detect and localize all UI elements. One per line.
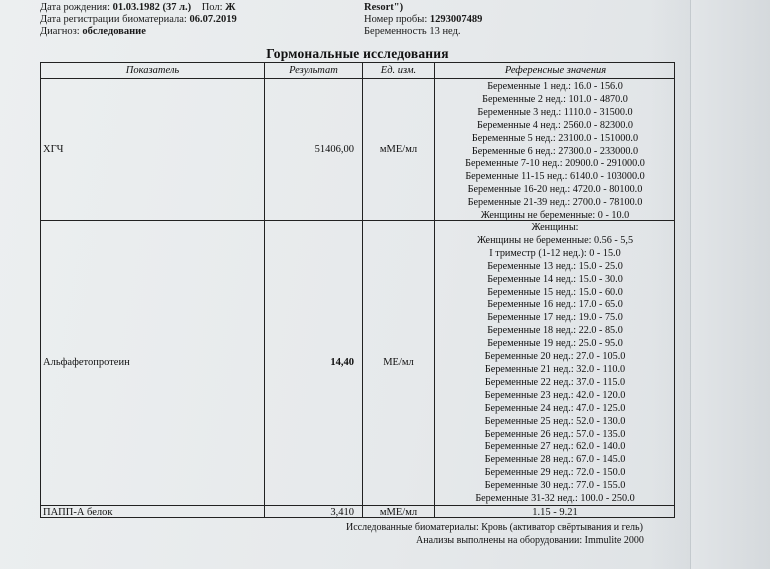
row-afp-unit: МЕ/мл	[383, 357, 414, 368]
ref-line: Беременные 30 нед.: 77.0 - 155.0	[484, 480, 626, 492]
row-hcg-result: 51406,00	[314, 144, 354, 155]
sample-line	[364, 14, 482, 26]
ref-line: Беременные 25 нед.: 52.0 - 130.0	[484, 415, 626, 427]
row-afp-result: 14,40	[330, 357, 354, 368]
sex-label: Пол:	[201, 2, 223, 13]
ref-line: Беременные 16-20 нед.: 4720.0 - 80100.0	[467, 184, 643, 196]
ref-line: Беременные 19 нед.: 25.0 - 95.0	[487, 338, 623, 350]
pregnancy-line: Беременность 13 нед.	[364, 26, 461, 37]
diagnosis-label: Диагноз:	[40, 26, 80, 37]
ref-line: Беременные 20 нед.: 27.0 - 105.0	[484, 351, 626, 363]
resort-text: Resort")	[364, 2, 404, 13]
sample-value: 1293007489	[429, 14, 483, 25]
ref-line: Беременные 16 нед.: 17.0 - 65.0	[487, 299, 623, 311]
row-pappa-result: 3,410	[330, 507, 354, 518]
sample-label: Номер пробы:	[364, 14, 428, 25]
ref-line: Беременные 21 нед.: 32.0 - 110.0	[484, 363, 626, 375]
reg-value: 06.07.2019	[189, 14, 237, 25]
results-table	[40, 62, 675, 518]
section-title: Гормональные исследования	[266, 46, 449, 61]
ref-line: Беременные 17 нед.: 19.0 - 75.0	[487, 312, 623, 324]
underlying-paper	[690, 0, 770, 569]
ref-line: I триместр (1-12 нед.): 0 - 15.0	[489, 247, 621, 259]
ref-line: Беременные 1 нед.: 16.0 - 156.0	[487, 81, 623, 92]
ref-line: Беременные 14 нед.: 15.0 - 30.0	[487, 273, 623, 285]
ref-line: Беременные 7-10 нед.: 20900.0 - 291000.0	[465, 158, 645, 170]
ref-line: Женщины не беременные: 0.56 - 5,5	[476, 234, 634, 246]
row-hcg-name: ХГЧ	[43, 144, 64, 155]
col-divider	[264, 63, 265, 517]
ref-line: Беременные 18 нед.: 22.0 - 85.0	[487, 325, 623, 337]
ref-line: Беременные 4 нед.: 2560.0 - 82300.0	[477, 119, 633, 131]
row-hcg-unit: мМЕ/мл	[379, 144, 418, 155]
equipment-note: Анализы выполнены на оборудовании: Immulite 2000	[416, 535, 644, 546]
ref-line: Беременные 13 нед.: 15.0 - 25.0	[487, 260, 623, 272]
ref-line: Беременные 28 нед.: 67.0 - 145.0	[484, 454, 626, 466]
ref-line: Женщины:	[531, 222, 579, 233]
dob-value: 01.03.1982 (37 л.)	[112, 2, 192, 13]
dob-line	[40, 2, 236, 14]
header-divider	[41, 78, 674, 79]
reg-line	[40, 14, 237, 26]
col-header-result: Результат	[289, 65, 338, 76]
ref-line: Беременные 31-32 нед.: 100.0 - 250.0	[475, 493, 635, 505]
ref-line: Беременные 23 нед.: 42.0 - 120.0	[484, 389, 626, 401]
ref-line: Женщины не беременные: 0 - 10.0	[480, 210, 630, 222]
ref-line: Беременные 11-15 нед.: 6140.0 - 103000.0	[465, 171, 645, 183]
ref-line: Беременные 5 нед.: 23100.0 - 151000.0	[471, 132, 639, 144]
ref-line: Беременные 21-39 нед.: 2700.0 - 78100.0	[467, 197, 643, 209]
diagnosis-line	[40, 26, 146, 38]
reg-label: Дата регистрации биоматериала:	[40, 14, 187, 25]
ref-line: Беременные 3 нед.: 1110.0 - 31500.0	[477, 106, 633, 118]
col-header-reference: Референсные значения	[504, 65, 607, 76]
diagnosis-value: обследование	[82, 26, 146, 37]
row-afp-refs	[434, 222, 676, 506]
row-afp-name: Альфафетопротеин	[43, 357, 130, 368]
row-pappa-unit: мМЕ/мл	[379, 507, 418, 518]
col-divider	[362, 63, 363, 517]
row-hcg-refs	[434, 81, 676, 223]
dob-label: Дата рождения:	[40, 2, 111, 13]
row-pappa-ref: 1.15 - 9.21	[532, 507, 578, 518]
ref-line: Беременные 15 нед.: 15.0 - 60.0	[487, 286, 623, 298]
biomaterial-note: Исследованные биоматериалы: Кровь (активатор свёртывания и гель)	[346, 522, 643, 533]
sex-value: Ж	[225, 2, 236, 13]
ref-line: Беременные 29 нед.: 72.0 - 150.0	[484, 467, 626, 479]
col-header-indicator: Показатель	[125, 65, 180, 76]
ref-line: Беременные 27 нед.: 62.0 - 140.0	[484, 441, 626, 453]
col-header-unit: Ед. изм.	[380, 65, 417, 76]
ref-line: Беременные 26 нед.: 57.0 - 135.0	[484, 428, 626, 440]
row-pappa-name: ПАПП-А белок	[43, 507, 113, 518]
ref-line: Беременные 22 нед.: 37.0 - 115.0	[484, 376, 626, 388]
ref-line: Беременные 6 нед.: 27300.0 - 233000.0	[471, 145, 639, 157]
ref-line: Беременные 24 нед.: 47.0 - 125.0	[484, 402, 626, 414]
ref-line: Беременные 2 нед.: 101.0 - 4870.0	[482, 93, 628, 105]
